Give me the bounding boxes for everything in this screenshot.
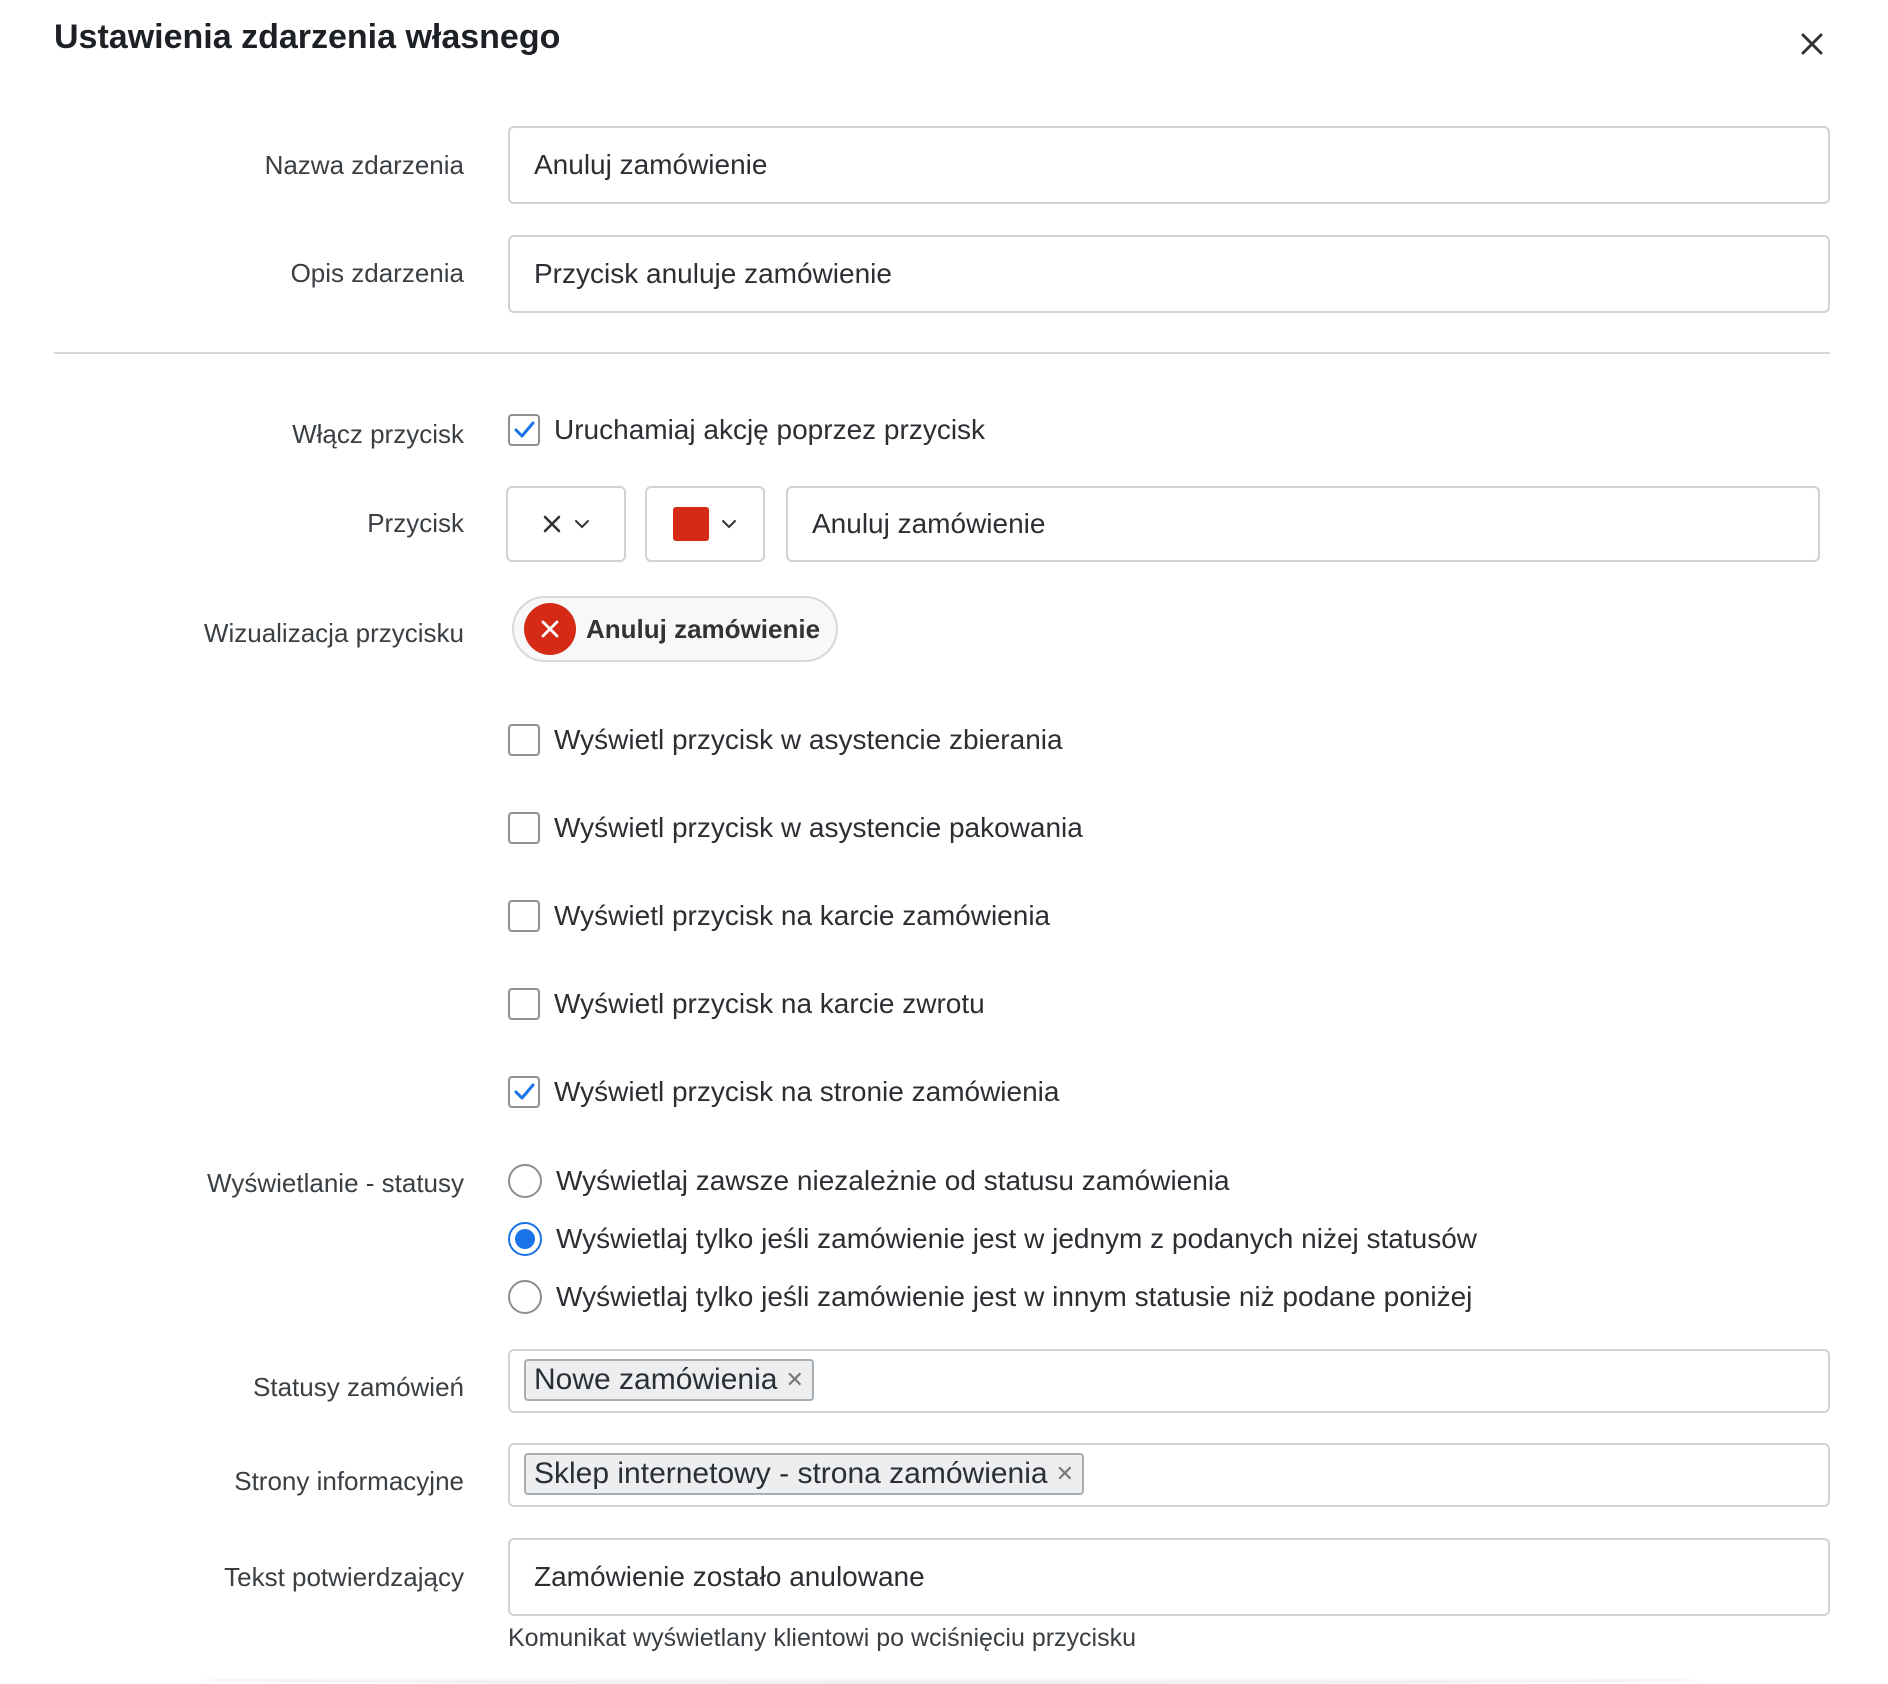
close-button[interactable] (1794, 26, 1830, 62)
status-option-not-in-statuses-radio[interactable] (508, 1280, 542, 1314)
event-description-input[interactable] (508, 235, 1830, 313)
display-option-return-card-label: Wyświetl przycisk na karcie zwrotu (554, 988, 985, 1019)
event-name-value: Anuluj zamówienie (534, 149, 768, 180)
dialog-title: Ustawienia zdarzenia własnego (54, 18, 561, 56)
display-option-order-card-checkbox[interactable] (508, 900, 540, 932)
button-text-input[interactable] (786, 486, 1820, 562)
enable-button-checkbox-label: Uruchamiaj akcję poprzez przycisk (554, 414, 986, 445)
status-option-in-statuses[interactable] (508, 1222, 1477, 1256)
event-description-label: Opis zdarzenia (290, 258, 464, 288)
display-option-order-page[interactable] (508, 1076, 1059, 1108)
info-pages-input[interactable] (508, 1443, 1830, 1507)
info-page-tag-label: Sklep internetowy - strona zamówienia (534, 1457, 1048, 1490)
display-option-return-card-checkbox[interactable] (508, 988, 540, 1020)
enable-button-label: Włącz przycisk (292, 419, 464, 449)
confirmation-text-input[interactable] (508, 1538, 1830, 1616)
event-name-input[interactable] (508, 126, 1830, 204)
display-option-order-page-label: Wyświetl przycisk na stronie zamówienia (554, 1076, 1060, 1107)
button-preview-label: Wizualizacja przycisku (203, 618, 464, 648)
button-preview-text: Anuluj zamówienie (586, 613, 821, 644)
checkmark-icon (511, 417, 537, 443)
display-option-packing-label: Wyświetl przycisk w asystencie pakowania (554, 812, 1083, 843)
chevron-down-icon (721, 519, 737, 529)
status-option-not-in-statuses[interactable] (508, 1280, 1472, 1314)
confirmation-text-label: Tekst potwierdzający (224, 1562, 464, 1592)
display-option-return-card[interactable] (508, 988, 985, 1020)
status-tag-label: Nowe zamówienia (534, 1363, 778, 1396)
display-option-order-page-checkbox[interactable] (508, 1076, 540, 1108)
status-display-label: Wyświetlanie - statusy (207, 1168, 464, 1198)
chevron-down-icon (574, 519, 590, 529)
display-option-order-card-label: Wyświetl przycisk na karcie zamówienia (554, 900, 1051, 931)
close-icon (1794, 26, 1830, 62)
display-option-picking[interactable] (508, 724, 1063, 756)
button-text-value: Anuluj zamówienie (812, 508, 1046, 539)
status-tag (524, 1359, 814, 1401)
preview-icon-circle (524, 603, 576, 655)
button-color-select[interactable] (645, 486, 765, 562)
checkmark-icon (511, 1079, 537, 1105)
order-statuses-input[interactable] (508, 1349, 1830, 1413)
display-option-packing-checkbox[interactable] (508, 812, 540, 844)
event-description-value: Przycisk anuluje zamówienie (534, 258, 892, 289)
display-option-picking-label: Wyświetl przycisk w asystencie zbierania (554, 724, 1063, 755)
button-preview (512, 596, 838, 662)
color-swatch (673, 507, 709, 541)
display-option-packing[interactable] (508, 812, 1083, 844)
status-option-in-statuses-radio[interactable] (508, 1222, 542, 1256)
button-label: Przycisk (367, 508, 464, 538)
radio-selected-dot (515, 1229, 535, 1249)
remove-tag-icon[interactable]: ✕ (785, 1367, 804, 1392)
status-option-not-in-statuses-label: Wyświetlaj tylko jeśli zamówienie jest w innym statusie niż podane poniżej (556, 1281, 1473, 1312)
section-divider (54, 352, 1830, 354)
status-option-in-statuses-label: Wyświetlaj tylko jeśli zamówienie jest w jednym z podanych niżej statusów (556, 1223, 1478, 1254)
confirmation-text-hint: Komunikat wyświetlany klientowi po wciśnięciu przycisku (508, 1624, 1137, 1652)
enable-button-checkbox-row[interactable] (508, 414, 985, 446)
remove-tag-icon[interactable]: ✕ (1055, 1461, 1075, 1486)
info-pages-label: Strony informacyjne (234, 1466, 464, 1496)
display-option-order-card[interactable] (508, 900, 1050, 932)
display-option-picking-checkbox[interactable] (508, 724, 540, 756)
close-icon (542, 514, 562, 534)
event-name-label: Nazwa zdarzenia (264, 150, 464, 180)
confirmation-text-value: Zamówienie zostało anulowane (534, 1561, 925, 1592)
button-icon-select[interactable] (506, 486, 626, 562)
bottom-shadow (200, 1676, 1700, 1684)
order-statuses-label: Statusy zamówień (253, 1372, 464, 1402)
enable-button-checkbox[interactable] (508, 414, 540, 446)
status-option-always[interactable] (508, 1164, 1230, 1198)
info-page-tag (524, 1453, 1084, 1495)
status-option-always-label: Wyświetlaj zawsze niezależnie od statusu zamówienia (556, 1165, 1230, 1196)
status-option-always-radio[interactable] (508, 1164, 542, 1198)
close-icon (539, 618, 561, 640)
